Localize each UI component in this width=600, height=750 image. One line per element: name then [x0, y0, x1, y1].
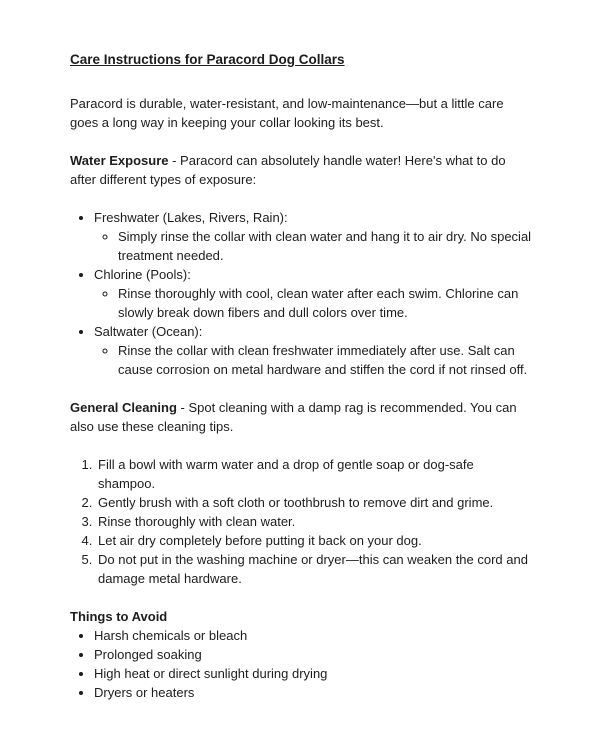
list-item-label: Chlorine (Pools): [94, 267, 191, 282]
sub-list-item: ◦ Rinse thoroughly with cool, clean water after each swim. Chlorine can slowly break down fibers and dull colors over time. [118, 284, 534, 322]
step-item: 5. Do not put in the washing machine or dryer—this can weaken the cord and damage metal hardware. [96, 550, 534, 588]
sub-list-item: ◦ Simply rinse the collar with clean water and hang it to air dry. No special treatment needed. [118, 227, 534, 265]
sub-list [94, 341, 534, 379]
water-exposure-list [70, 208, 534, 379]
sub-list [94, 284, 534, 322]
cleaning-steps-list [70, 455, 534, 588]
general-cleaning-heading: General Cleaning [70, 400, 177, 415]
step-item: 4. Let air dry completely before putting it back on your dog. [96, 531, 534, 550]
intro-paragraph: Paracord is durable, water-resistant, and low-maintenance—but a little care goes a long way in keeping your collar looking its best. [70, 96, 504, 130]
step-item: 2. Gently brush with a soft cloth or toothbrush to remove dirt and grime. [96, 493, 534, 512]
avoid-item: • High heat or direct sunlight during drying [94, 664, 534, 683]
sub-list [94, 227, 534, 265]
document-title: Care Instructions for Paracord Dog Collars [70, 52, 345, 67]
step-item: 3. Rinse thoroughly with clean water. [96, 512, 534, 531]
list-item [94, 208, 534, 265]
water-exposure-paragraph [70, 151, 534, 189]
list-item [94, 265, 534, 322]
things-to-avoid-heading: Things to Avoid [70, 609, 168, 624]
avoid-item: • Prolonged soaking [94, 645, 534, 664]
things-to-avoid-list [70, 626, 534, 702]
general-cleaning-paragraph [70, 398, 534, 436]
water-exposure-text: - Paracord can absolutely handle water! Here's what to do after different types of exposure: [70, 153, 506, 187]
sub-list-item: ◦ Rinse the collar with clean freshwater immediately after use. Salt can cause corrosion on metal hardware and stiffen the cord if not rinsed off. [118, 341, 534, 379]
list-item-label: Freshwater (Lakes, Rivers, Rain): [94, 210, 288, 225]
avoid-item: • Harsh chemicals or bleach [94, 626, 534, 645]
list-item-label: Saltwater (Ocean): [94, 324, 203, 339]
list-item [94, 322, 534, 379]
avoid-item: • Dryers or heaters [94, 683, 534, 702]
step-item: 1. Fill a bowl with warm water and a drop of gentle soap or dog-safe shampoo. [96, 455, 534, 493]
general-cleaning-text: - Spot cleaning with a damp rag is recommended. You can also use these cleaning tips. [70, 400, 517, 434]
water-exposure-heading: Water Exposure [70, 153, 169, 168]
